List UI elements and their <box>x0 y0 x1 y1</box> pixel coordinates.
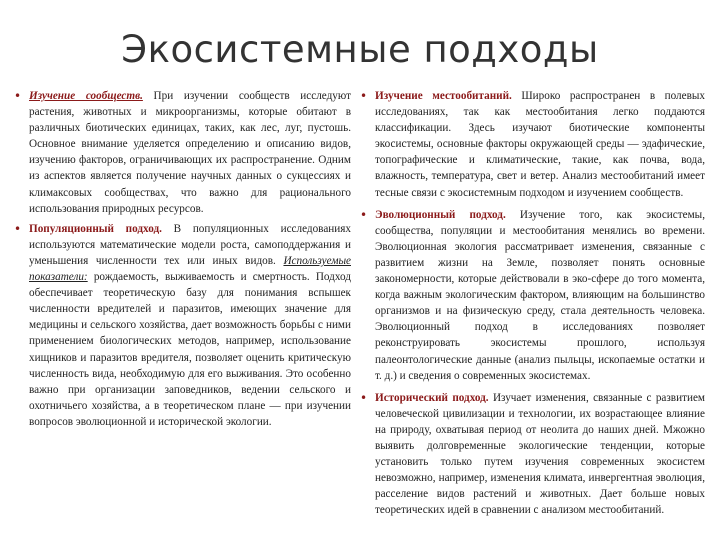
item-heading: Изучение местообитаний. <box>375 90 512 102</box>
bullet-icon: • <box>14 89 22 103</box>
item-heading: Популяционный подход. <box>29 222 162 235</box>
right-column <box>360 88 705 524</box>
item-text: В популяционных исследованиях используются математические модели роста, самоподдержания и уменьшения численности тех или иных видов. <box>29 222 352 267</box>
item-text-continued: рождаемость, выживаемость и смертность. Подход обеспечивает теоретическую базу для понимания вспышек численности вредителей и паразитов, имеющих значение для медицины и сельского хозяйства, дает возможность борьбы с ними применением биологических методов, например, использование хищников и паразитов вредителя, позволяет оценить критическую численность вида, необходимую для его выживания. Это особенно важно при организации заповедников, ведении сельского и охотничьего хозяйства, а в теоретическом плане — при изучении вопросов эволюционной и исторической экологии. <box>29 271 351 428</box>
item-text: Широко распространен в полевых исследованиях, так как местообитания легко поддаются классификации. Здесь изучают биотические компоненты экосистемы, основные факторы окружающей среды — эдафические, топографические и климатические, такие, как почва, вода, влажность, температура, свет и ветер. Анализ местообитаний имеет тесные связи с экосистемным подходом и изучением сообществ. <box>375 90 706 199</box>
item-text: При изучении сообществ исследуют растения, животных и микроорганизмы, которые обитают в различных биотических единицах, таких, как лес, луг, пустошь. Основное внимание уделяется определению и описанию видов, изучению факторов, ограничивающих их распространение. Одним из аспектов является получение научных данных о сукцессиях и климаксовых сообществах, что важно для рационального использования природных ресурсов. <box>29 90 352 215</box>
item-heading: Исторический подход. <box>375 391 489 404</box>
list-item-historical <box>360 390 705 519</box>
list-item-habitat <box>360 88 705 201</box>
item-text: Изучение того, как экосистемы, сообщества, популяции и местообитания менялись во времени. Эволюционная экология рассматривает изменения, связанные с развитием жизни на Земле, позволяет понять основные закономерности, которые действовали в эко-сфере до того момента, когда важным экологическим фактором, влияющим на большинство организмов и на физическую среду, стала деятельность человека. Эволюционный подход в исследованиях позволяет реконструировать экосистемы прошлого, используя палеонтологические данные (анализ пыльцы, ископаемые остатки и т. д.) и сведения о современных экосистемах. <box>375 208 705 382</box>
bullet-icon: • <box>360 89 368 103</box>
item-text: Изучает изменения, связанные с развитием человеческой цивилизации и технологии, их возрастающее влияние на природу, охватывая период от неолита до наших дней. Мжожно выявить долговременные экологические тенденции, которые установить только путем изучения современных экосистем невозможно, например, изменения климата, инвергентная эволюция, расселение видов растений и животных. Дает больше новых теоретических идей в сравнении с анализом местообитаний. <box>375 391 705 517</box>
item-heading: Изучение сообществ. <box>29 90 143 102</box>
item-heading: Эволюционный подход. <box>375 208 506 221</box>
list-item-population <box>14 221 351 430</box>
bullet-icon: • <box>360 207 368 222</box>
list-item-evolutionary <box>360 207 705 384</box>
bullet-icon: • <box>360 390 368 405</box>
left-column <box>14 88 351 434</box>
item-inline-term: Используемые показатели: <box>29 254 351 284</box>
slide-title: Экосистемные подходы <box>121 28 599 71</box>
list-item-community <box>14 88 351 217</box>
bullet-icon: • <box>14 221 22 236</box>
